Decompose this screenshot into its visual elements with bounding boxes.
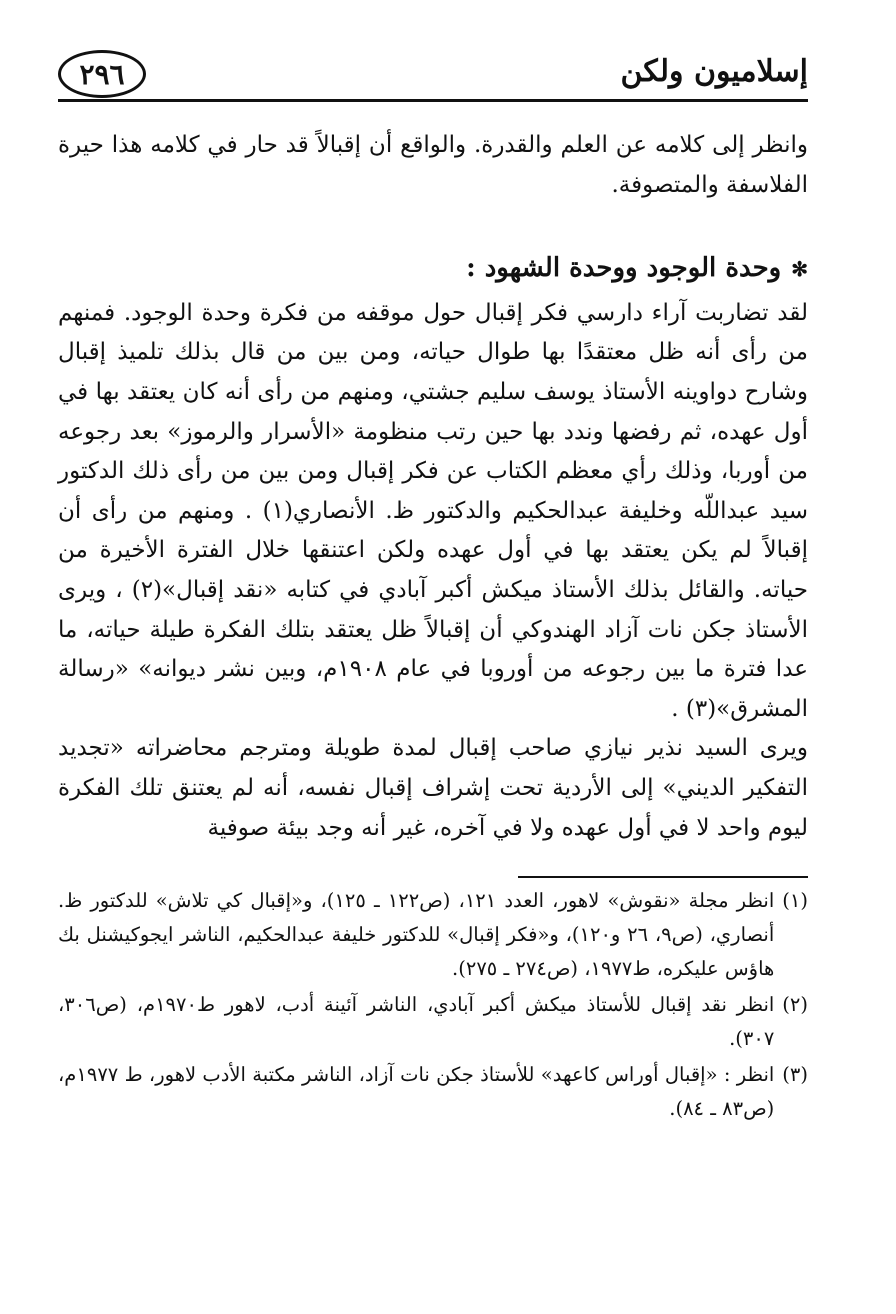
book-page	[58, 40, 808, 1290]
section-heading-text: وحدة الوجود ووحدة الشهود :	[466, 253, 782, 284]
footnote-number: (١)	[782, 889, 808, 913]
footnote	[58, 884, 808, 986]
footnote-separator	[518, 876, 808, 878]
footnote	[58, 1058, 808, 1126]
intro-paragraph: وانظر إلى كلامه عن العلم والقدرة. والواقع أن إقبالاً قد حار في كلامه هذا حيرة الفلاسفة والمتصوفة.	[58, 132, 808, 198]
header-rule	[58, 99, 808, 102]
footnote-text: انظر مجلة «نقوش» لاهور، العدد ١٢١، (ص١٢٢ ـ ١٢٥)، و«إقبال كي تلاش» للدكتور ظ. أنصاري، (ص٩، ٢٦ و١٢٠)، و«فكر إقبال» للدكتور خليفة عبدالحكيم، الناشر ايجوكيشنل بك هاؤس عليكره، ط١٩٧٧، (ص٢٧٤ ـ ٢٧٥).	[58, 889, 775, 981]
footnote-number: (٣)	[782, 1063, 808, 1087]
paragraph: لقد تضاربت آراء دارسي فكر إقبال حول موقفه من فكرة وحدة الوجود. فمنهم من رأى أنه ظل معتقدًا بها طوال حياته، ومن بين من قال بذلك تلميذ إقبال وشارح دواوينه الأستاذ يوسف سليم جشتي، ومنهم من رأى أنه كان يعتقد بها في أول عهده، ثم رفضها وندد بها حين رتب منظومة «الأسرار والرموز» بعد رجوعه من أوربا، وذلك رأي معظم الكتاب عن فكر إقبال ومن بين من رأى ذلك الدكتور سيد عبداللّه وخليفة عبدالحكيم والدكتور ظ. الأنصاري(١) . ومنهم من رأى أن إقبالاً لم يكن يعتقد بها في أول عهده ولكن اعتنقها خلال الفترة الأخيرة من حياته. والقائل بذلك الأستاذ ميكش أكبر آبادي في كتابه «نقد إقبال»(٢) ، ويرى الأستاذ جكن نات آزاد الهندوكي أن إقبالاً ظل يعتقد بتلك الفكرة طيلة حياته، ما عدا فترة ما بين رجوعه من أوروبا في عام ١٩٠٨م، وبين نشر ديوانه» «رسالة المشرق»(٣) .	[58, 299, 808, 722]
body-text	[58, 126, 808, 848]
paragraph: ويرى السيد نذير نيازي صاحب إقبال لمدة طويلة ومترجم محاضراته «تجديد التفكير الديني» إلى الأردية تحت إشراف إقبال نفسه، أنه لم يعتنق تلك الفكرة ليوم واحد لا في أول عهده ولا في آخره، غير أنه وجد بيئة صوفية	[58, 735, 808, 841]
running-title: إسلاميون ولكن	[620, 54, 808, 89]
page-header	[58, 40, 808, 102]
asterisk-icon: ✻	[791, 257, 808, 282]
footnote-number: (٢)	[782, 993, 808, 1017]
footnote-text: انظر نقد إقبال للأستاذ ميكش أكبر آبادي، الناشر آئينة أدب، لاهور ط١٩٧٠م، (ص٣٠٦، ٣٠٧).	[58, 993, 775, 1051]
section-heading	[58, 249, 808, 290]
page-number-badge: ٢٩٦	[58, 50, 146, 98]
footnotes	[58, 884, 808, 1126]
footnote	[58, 988, 808, 1056]
footnote-text: انظر : «إقبال أوراس كاعهد» للأستاذ جكن نات آزاد، الناشر مكتبة الأدب لاهور، ط ١٩٧٧م، (ص٨٣ ـ ٨٤).	[58, 1063, 775, 1121]
